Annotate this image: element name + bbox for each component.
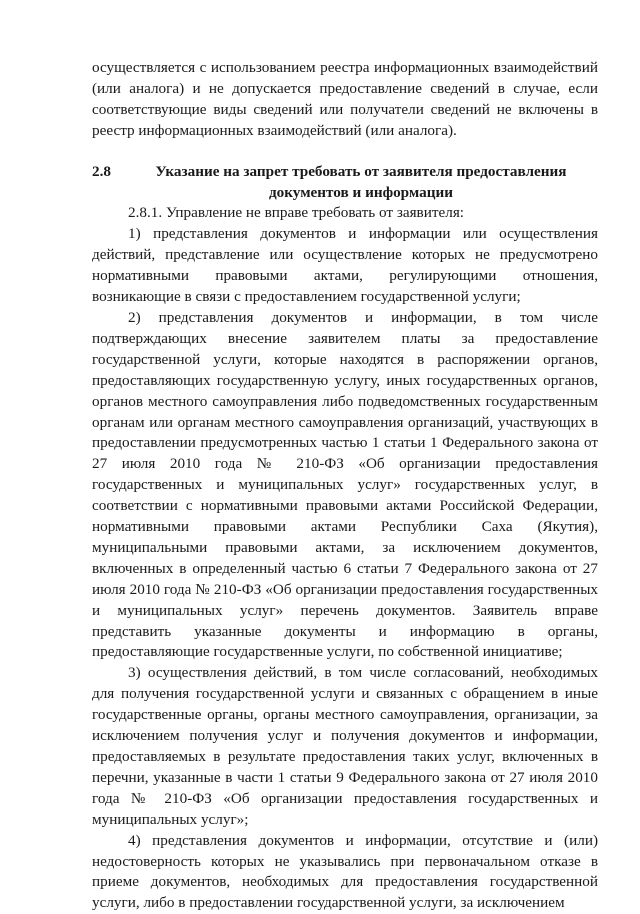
- paragraph-2-8-1: 2.8.1. Управление не вправе требовать от заявителя:: [128, 204, 465, 222]
- section-title: Указание на запрет требовать от заявителя предоставления документов и информации: [155, 162, 567, 201]
- intro-paragraph: осуществляется с использованием реестра информационных взаимодействий (или аналога) и не допускается предоставление сведений в случае, если соответствующие виды сведений или получатели сведений не включены в реестр информационных взаимодействий (или аналога).: [92, 59, 598, 139]
- document-page: [92, 58, 598, 914]
- section-number: 2.8: [92, 162, 111, 180]
- list-item-3: 3) осуществления действий, в том числе согласований, необходимых для получения государственной услуги и связанных с обращением в иные государственные органы, органы местного самоуправления, организации, за исключением получения услуг и получения документов и информации, предоставляемых в результате предоставления таких услуг, включенных в перечни, указанные в части 1 статьи 9 Федерального закона от 27 июля 2010 года № 210-ФЗ «Об организации предоставления государственных и муниципальных услуг»;: [92, 664, 598, 828]
- section-heading: [92, 162, 598, 204]
- list-item-2: 2) представления документов и информации, в том числе подтверждающих внесение заявителем платы за предоставление государственной услуги, которые находятся в распоряжении органов, предоставляющих государственную услугу, иных государственных органов, органов местного самоуправления либо подведомственных государственным органам или органам местного самоуправления организаций, участвующих в предоставлении предусмотренных частью 1 статьи 1 Федерального закона от 27 июля 2010 года № 210-ФЗ «Об организации предоставления государственных и муниципальных услуг» государственных услуг, в соответствии с нормативными правовыми актами Российской Федерации, нормативными правовыми актами Республики Саха (Якутия), муниципальными правовыми актами, за исключением документов, включенных в определенный частью 6 статьи 7 Федерального закона от 27 июля 2010 года № 210-ФЗ «Об организации предоставления государственных и муниципальных услуг» перечень документов. Заявитель вправе представить указанные документы и информацию в органы, предоставляющие государственные услуги, по собственной инициативе;: [92, 308, 598, 661]
- list-item-4: 4) представления документов и информации, отсутствие и (или) недостоверность которых не указывались при первоначальном отказе в приеме документов, необходимых для предоставления государственной услуги, либо в предоставлении государственной услуги, за исключением: [92, 831, 598, 912]
- list-item-1: 1) представления документов и информации или осуществления действий, представление или осуществление которых не предусмотрено нормативными правовыми актами, регулирующими отношения, возникающие в связи с предоставлением государственной услуги;: [92, 225, 598, 306]
